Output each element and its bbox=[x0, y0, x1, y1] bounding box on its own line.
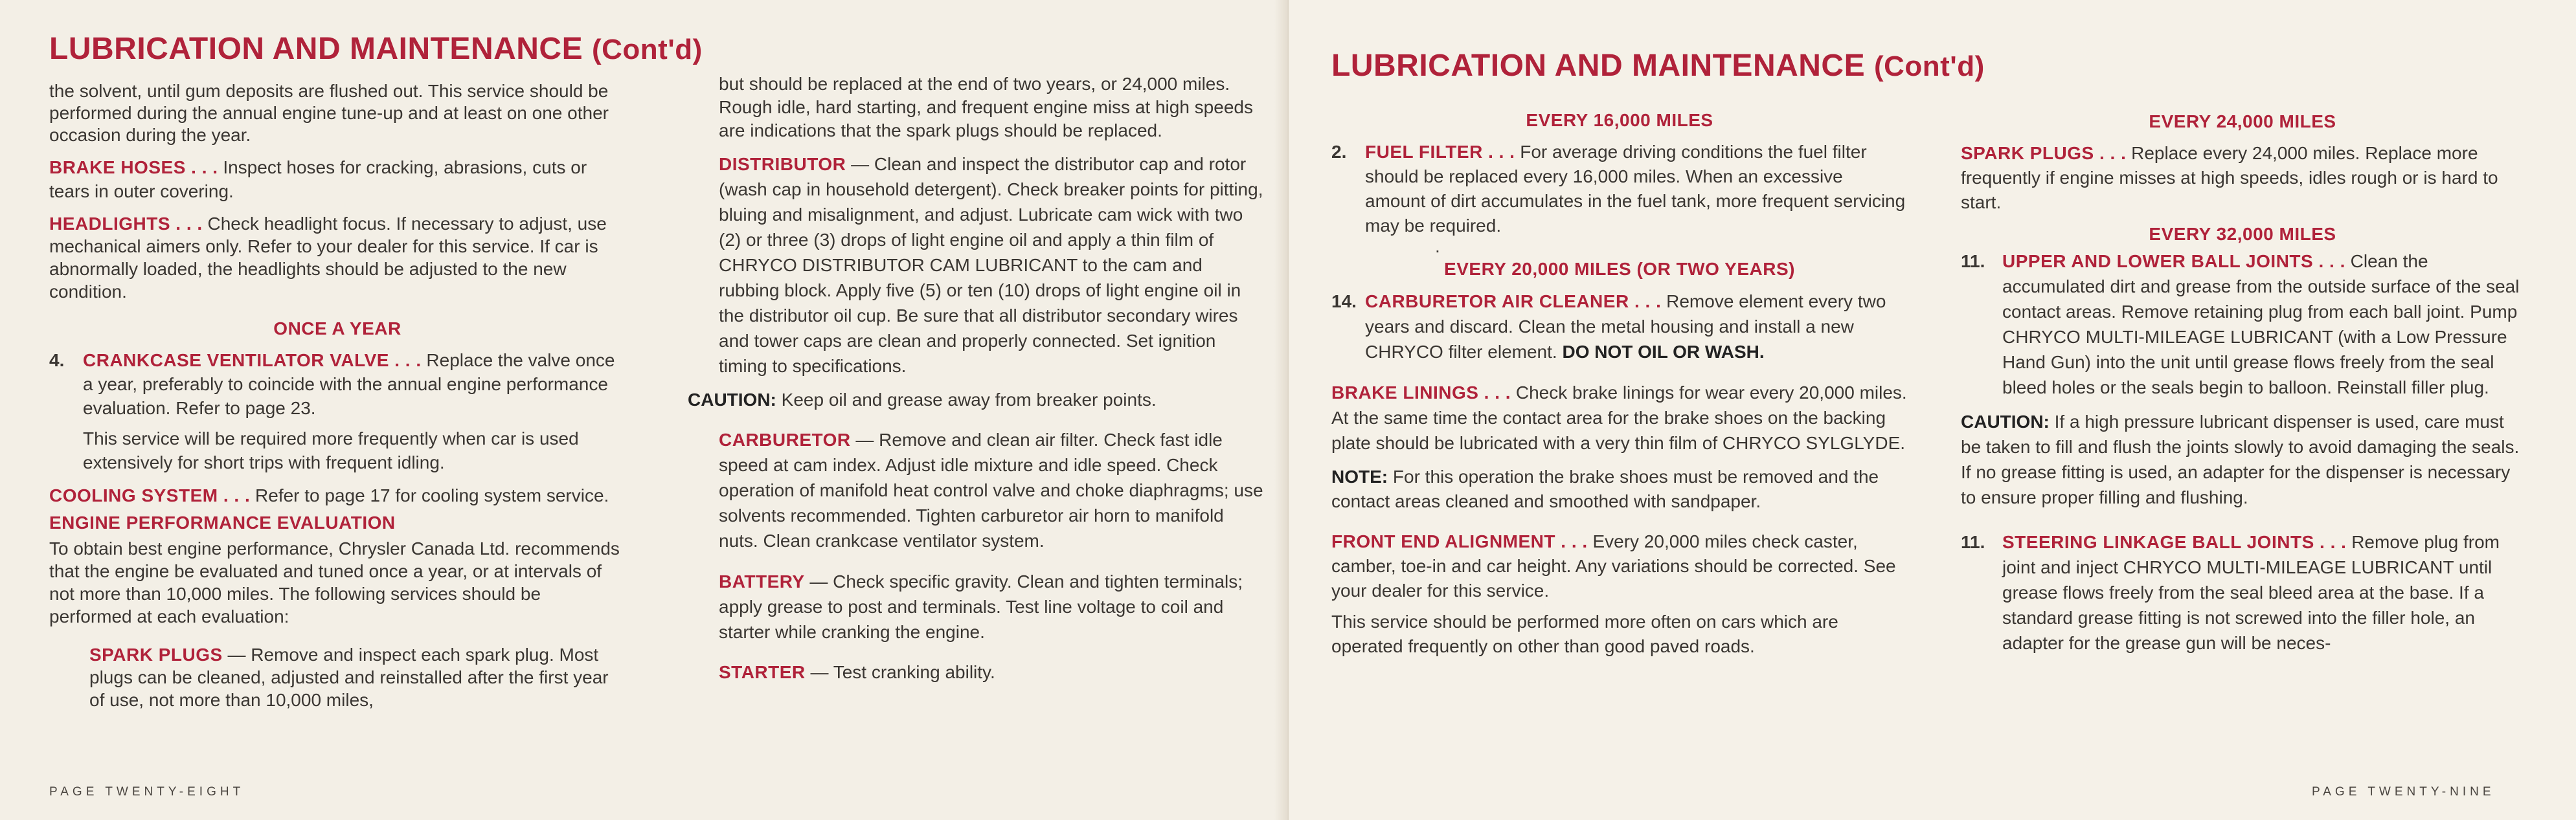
ball-joints-item bbox=[1961, 249, 2524, 400]
once-a-year-heading: ONCE A YEAR bbox=[273, 318, 401, 338]
carburetor-text: — Remove and clean air filter. Check fast idle speed at cam index. Adjust idle mixture and idle speed. Check operation of manifold heat control valve and choke diaphragms; use solvents recommended. Tighten carburetor air horn to manifold nuts. Clean crankcase ventilator system. bbox=[719, 430, 1263, 551]
spark-plugs-heading: SPARK PLUGS . . . bbox=[1961, 143, 2127, 163]
starter-heading: STARTER bbox=[719, 662, 806, 682]
starter-item bbox=[688, 660, 1265, 684]
brake-linings-item bbox=[1331, 380, 1908, 456]
caution-label: CAUTION: bbox=[688, 390, 776, 410]
fuel-filter-text: For average driving conditions the fuel filter should be replaced every 16,000 miles. When an excessive amount of dirt accumulates in the fuel tank, more frequent servicing may be required. bbox=[1365, 142, 1906, 236]
crankcase-text: Replace the valve once a year, preferably to coincide with the annual engine performance evaluation. Refer to page 23. bbox=[83, 350, 615, 418]
left-column-2 bbox=[688, 72, 1265, 684]
every-16000-heading: EVERY 16,000 MILES bbox=[1526, 110, 1713, 130]
distributor-item bbox=[688, 151, 1265, 379]
headlights-item bbox=[49, 212, 626, 303]
title-text: LUBRICATION AND MAINTENANCE bbox=[1331, 49, 1866, 83]
note-label: NOTE: bbox=[1331, 467, 1388, 487]
caution-label: CAUTION: bbox=[1961, 412, 2050, 432]
right-column-2 bbox=[1961, 111, 2524, 656]
starter-text: — Test cranking ability. bbox=[810, 662, 995, 682]
brake-linings-heading: BRAKE LININGS . . . bbox=[1331, 382, 1511, 403]
caution-text: Keep oil and grease away from breaker points. bbox=[781, 390, 1157, 410]
front-end-note: This service should be performed more often on cars which are operated frequently on other than good paved roads. bbox=[1331, 612, 1838, 656]
stray-dot: . bbox=[1435, 236, 1440, 256]
brake-linings-text: Check brake linings for wear every 20,000 miles. At the same time the contact area for the brake shoes on the backing plate should be lubricated with a very thin film of CHRYCO SYLGLYDE. bbox=[1331, 382, 1907, 453]
brake-hoses-text: Inspect hoses for cracking, abrasions, cuts or tears in outer covering. bbox=[49, 157, 587, 201]
distributor-text: — Clean and inspect the distributor cap and rotor (wash cap in household detergent). Check breaker points for pitting, bluing and misalignment, and adjust. Lubricate cam wick with two (2) or three (3) drops of light engine oil and apply a thin film of CHRYCO DISTRIBUTOR CAM LUBRICANT to the cam and rubbing block. Apply five (5) or ten (10) drops of light engine oil in the distributor oil cup. Be sure that all distributor secondary wires and tower caps are clean and properly connected. Set ignition timing to specifications. bbox=[719, 154, 1263, 376]
steering-text: Remove plug from joint and inject CHRYCO MULTI-MILEAGE LUBRICANT until grease flows freely from the seal bleed area at the base. If a standard grease fitting is not screwed into the filler hole, an adapter for the grease gun will be neces- bbox=[2002, 532, 2500, 653]
battery-text: — Check specific gravity. Clean and tighten terminals; apply grease to post and terminals. Test line voltage to coil and starter while cranking the engine. bbox=[719, 571, 1243, 642]
right-page-footer: PAGE TWENTY-NINE bbox=[2312, 785, 2495, 799]
brake-hoses-heading: BRAKE HOSES . . . bbox=[49, 157, 218, 177]
do-not-oil-warning: DO NOT OIL OR WASH. bbox=[1562, 342, 1765, 362]
spark-plugs-continued: but should be replaced at the end of two years, or 24,000 miles. Rough idle, hard starting, and frequent engine miss at high speeds are indications that the spark plugs should be replaced. bbox=[719, 74, 1253, 140]
brake-hoses-item bbox=[49, 155, 626, 203]
caution-item bbox=[1961, 409, 2524, 510]
every-24000-heading: EVERY 24,000 MILES bbox=[2149, 111, 2336, 131]
spark-plugs-text: Replace every 24,000 miles. Replace more frequently if engine misses at high speeds, idles rough or is hard to start. bbox=[1961, 143, 2498, 212]
fuel-filter-item bbox=[1331, 140, 1908, 238]
title-cont: (Cont'd) bbox=[1873, 50, 1985, 82]
distributor-heading: DISTRIBUTOR bbox=[719, 154, 846, 174]
caution-text: If a high pressure lubricant dispenser is used, care must be taken to fill and flush the joints slowly to avoid damaging the seals. If no grease fitting is used, an adapter for the dispenser is necessary to ensure proper filling and flushing. bbox=[1961, 412, 2520, 507]
cooling-heading: COOLING SYSTEM . . . bbox=[49, 485, 251, 505]
item-number: 4. bbox=[49, 350, 65, 370]
left-page-footer: PAGE TWENTY-EIGHT bbox=[49, 785, 245, 799]
spark-plugs-heading: SPARK PLUGS bbox=[89, 645, 223, 665]
cooling-system-item bbox=[49, 483, 626, 507]
front-end-heading: FRONT END ALIGNMENT . . . bbox=[1331, 531, 1588, 551]
every-32000-heading: EVERY 32,000 MILES bbox=[2149, 224, 2336, 244]
engine-evaluation-heading: ENGINE PERFORMANCE EVALUATION bbox=[49, 513, 396, 533]
note-item bbox=[1331, 465, 1908, 514]
steering-linkage-item bbox=[1961, 529, 2524, 656]
headlights-text: Check headlight focus. If necessary to adjust, use mechanical aimers only. Refer to your dealer for this service. If car is abnormally loaded, the headlights should be adjusted to the new condition. bbox=[49, 214, 607, 302]
spark-plugs-24k-item bbox=[1961, 141, 2524, 215]
crankcase-item bbox=[49, 348, 626, 420]
engine-evaluation-text: To obtain best engine performance, Chrysler Canada Ltd. recommends that the engine be evaluated and tuned once a year, or at intervals of not more than 10,000 miles. The following services should be performed at each evaluation: bbox=[49, 538, 620, 626]
front-end-text: Every 20,000 miles check caster, camber, toe-in and car height. Any variations should be corrected. See your dealer for this service. bbox=[1331, 531, 1896, 601]
air-cleaner-heading: CARBURETOR AIR CLEANER . . . bbox=[1365, 291, 1662, 311]
crankcase-note: This service will be required more frequently when car is used extensively for short trips with frequent idling. bbox=[83, 428, 579, 472]
battery-item bbox=[688, 569, 1265, 645]
ball-joints-text: Clean the accumulated dirt and grease from the outside surface of the seal contact areas. Remove retaining plug from each ball joint. Pump CHRYCO MULTI-MILEAGE LUBRICANT (with a Low Pressure Hand Gun) into the unit until grease flows freely from the seal bleed holes or the seals begin to balloon. Reinstall filler plug. bbox=[2002, 251, 2520, 397]
left-column-1 bbox=[49, 80, 626, 711]
cooling-text: Refer to page 17 for cooling system service. bbox=[255, 485, 609, 505]
title-cont: (Cont'd) bbox=[591, 34, 703, 65]
right-page-title bbox=[1331, 48, 1985, 83]
title-text: LUBRICATION AND MAINTENANCE bbox=[49, 32, 583, 66]
right-column-1 bbox=[1331, 110, 1908, 659]
carburetor-item bbox=[688, 427, 1265, 553]
carburetor-heading: CARBURETOR bbox=[719, 430, 851, 450]
item-number: 2. bbox=[1331, 142, 1347, 162]
air-cleaner-text: Remove element every two years and discard. Clean the metal housing and install a new CHRYCO filter element. bbox=[1365, 291, 1886, 362]
battery-heading: BATTERY bbox=[719, 571, 805, 592]
spark-plugs-text: — Remove and inspect each spark plug. Most plugs can be cleaned, adjusted and reinstalled after the first year of use, not more than 10,000 miles, bbox=[89, 645, 609, 710]
item-number: 11. bbox=[1961, 251, 1985, 271]
front-end-alignment-item bbox=[1331, 529, 1908, 603]
item-number: 11. bbox=[1961, 532, 1985, 552]
right-page bbox=[1289, 0, 2576, 820]
headlights-heading: HEADLIGHTS . . . bbox=[49, 214, 203, 234]
ball-joints-heading: UPPER AND LOWER BALL JOINTS . . . bbox=[2002, 251, 2345, 271]
intro-paragraph: the solvent, until gum deposits are flushed out. This service should be performed during the annual engine tune-up and at least on one other occasion during the year. bbox=[49, 81, 609, 145]
steering-heading: STEERING LINKAGE BALL JOINTS . . . bbox=[2002, 532, 2347, 552]
carburetor-air-cleaner-item bbox=[1331, 289, 1908, 364]
left-page-title bbox=[49, 31, 703, 67]
item-number: 14. bbox=[1331, 291, 1357, 311]
fuel-filter-heading: FUEL FILTER . . . bbox=[1365, 142, 1515, 162]
crankcase-heading: CRANKCASE VENTILATOR VALVE . . . bbox=[83, 350, 422, 370]
note-text: For this operation the brake shoes must be removed and the contact areas cleaned and smoothed with sandpaper. bbox=[1331, 467, 1879, 511]
caution-item bbox=[688, 388, 1265, 412]
spark-plugs-item bbox=[49, 643, 626, 711]
every-20000-heading: EVERY 20,000 MILES (OR TWO YEARS) bbox=[1444, 259, 1795, 279]
